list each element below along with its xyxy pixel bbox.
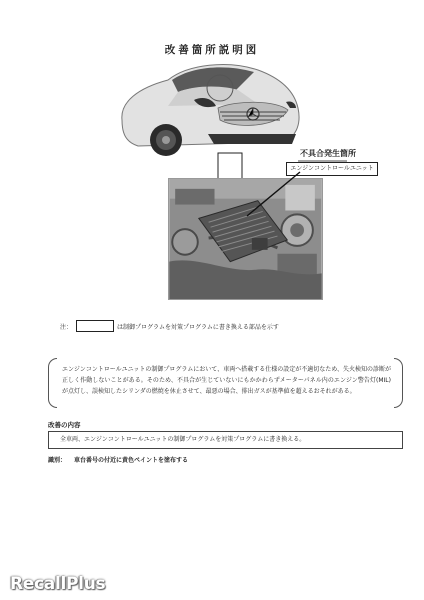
identification-row [48,455,196,464]
note-row [60,320,279,332]
car-illustration [108,50,308,158]
description-block [48,358,403,408]
description-text: エンジンコントロールユニットの制御プログラムにおいて、車両へ搭載する仕様の設定が不適切なため、失火検知の診断が正しく作動しないことがある。そのため、不具合が生じていないにもかかわらずメーターパネル内のエンジン警告灯(MIL)が点灯し、誤検知したシリンダの燃焼を休止させて、最悪の場合、排出ガスが基準値を超えるおそれがある。 [62,366,391,395]
note-legend-box [76,320,114,332]
part-name-box: エンジンコントロールユニット [286,162,378,176]
note-prefix: 注： [60,323,73,331]
engine-photo [168,178,323,300]
identification-text: 車台番号の付近に黄色ペイントを塗布する [74,457,189,464]
note-text: は制御プログラムを対策プログラムに書き換える部品を示す [117,323,279,331]
left-bracket [48,358,57,408]
diagram-title: 改善箇所説明図 [164,44,260,56]
identification-label: 識別： [48,457,67,464]
location-label: 不具合発生箇所 [300,149,356,158]
improvement-heading: 改善の内容 [48,421,81,429]
watermark-logo: RecallPlus [10,574,106,594]
right-bracket [394,358,403,408]
improvement-box: 全車両、エンジンコントロールユニットの制御プログラムを対策プログラムに書き換える。 [48,431,403,449]
